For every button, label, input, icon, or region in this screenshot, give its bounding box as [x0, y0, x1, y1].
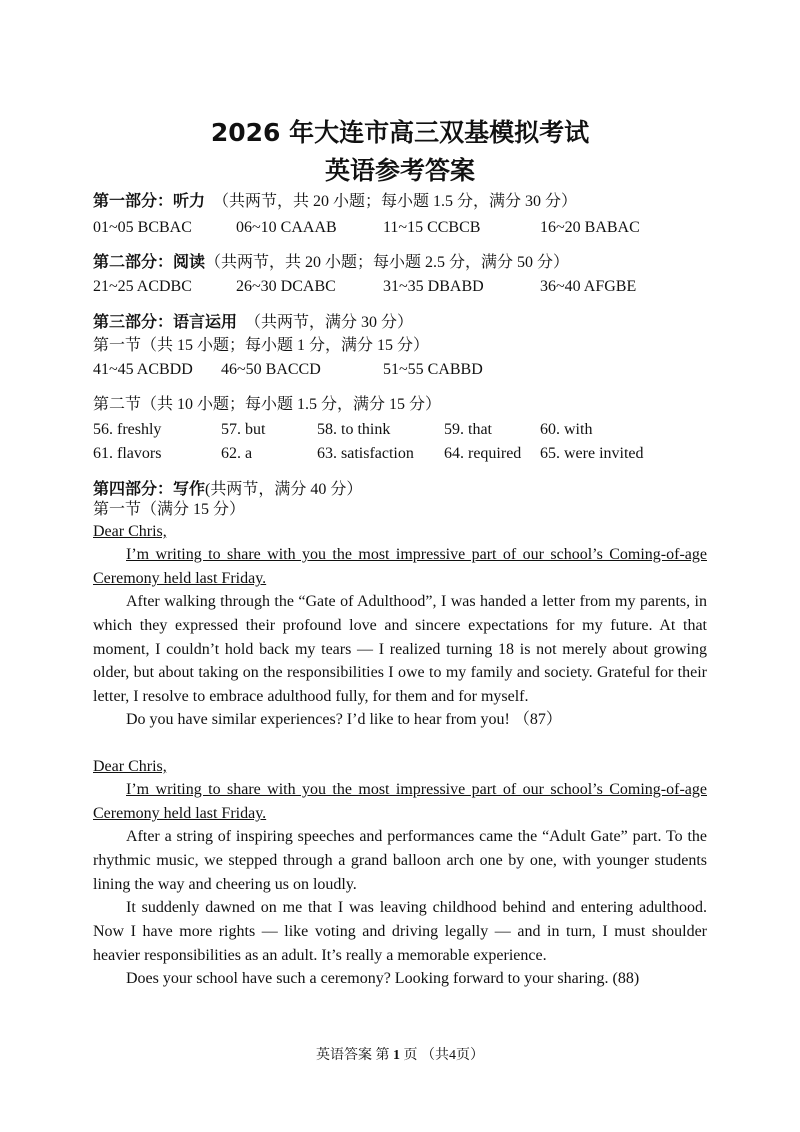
essay1-intro: I’m writing to share with you the most impressive part of our school’s Coming-of-age Ceremony held last Friday. — [93, 546, 707, 587]
fill-blank-answer: 64. required — [444, 445, 522, 462]
answer-group: 41~45 ACBDD — [93, 361, 193, 378]
part4-section1-heading: 第一节（满分 15 分） — [93, 501, 246, 518]
essay2-paragraph-2: It suddenly dawned on me that I was leaving childhood behind and entering adulthood. Now I have more rights — like voting and driving legally — and in turn, I must shoulder heavier responsibilities as an adult. It’s really a memorable experience. — [93, 899, 707, 964]
answer-group: 36~40 AFGBE — [540, 278, 637, 295]
part4-title: 第四部分：写作 — [93, 479, 206, 498]
answer-group: 16~20 BABAC — [540, 219, 640, 236]
part1-note: （共两节，共 20 小题；每小题 1.5 分，满分 30 分） — [213, 193, 578, 210]
answer-group: 21~25 ACDBC — [93, 278, 192, 295]
part3-section2-heading: 第二节（共 10 小题；每小题 1.5 分，满分 15 分） — [93, 396, 442, 413]
answer-group: 26~30 DCABC — [236, 278, 336, 295]
essay2-intro: I’m writing to share with you the most impressive part of our school’s Coming-of-age Ceremony held last Friday. — [93, 781, 707, 822]
essay2-greeting: Dear Chris, — [93, 758, 167, 775]
exam-subtitle: 英语参考答案 — [324, 156, 475, 185]
fill-blank-answer: 57. but — [221, 421, 266, 438]
part1-title: 第一部分：听力 — [93, 191, 206, 210]
exam-title: 2026 年大连市高三双基模拟考试 — [210, 118, 590, 147]
fill-blank-answer: 62. a — [221, 445, 253, 462]
fill-blank-answer: 58. to think — [317, 421, 391, 438]
fill-blank-answer: 59. that — [444, 421, 492, 438]
footer-prefix: 英语答案 第 — [316, 1048, 390, 1063]
part4-heading — [93, 479, 362, 500]
page-footer — [0, 1044, 800, 1064]
part2-heading — [93, 252, 569, 273]
answer-group: 11~15 CCBCB — [383, 219, 481, 236]
essay2-paragraph-1: After a string of inspiring speeches and performances came the “Adult Gate” part. To the rhythmic music, we stepped through a grand balloon arch one by one, with younger students lining the way and cheering us on loudly. — [93, 828, 707, 893]
answer-group: 06~10 CAAAB — [236, 219, 337, 236]
essay1-paragraph-2: Do you have similar experiences? I’d like to hear from you! （87） — [126, 711, 562, 728]
fill-blank-answer: 56. freshly — [93, 421, 162, 438]
part3-section1-heading: 第一节（共 15 小题；每小题 1 分，满分 15 分） — [93, 337, 430, 354]
footer-page-number: 1 — [393, 1048, 400, 1063]
answer-group: 31~35 DBABD — [383, 278, 484, 295]
essay1-paragraph-1: After walking through the “Gate of Adulthood”, I was handed a letter from my parents, in which they expressed their profound love and sincere expectations for my future. At that moment, I couldn’t hold back my tears — I realized turning 18 is not merely about growing older, but about taking on the responsibilities I owe to my family and society. Grateful for their letter, I resolve to embrace adulthood fully, for them and for myself. — [93, 593, 707, 706]
part2-note: （共两节，共 20 小题；每小题 2.5 分，满分 50 分） — [205, 254, 570, 271]
fill-blank-answer: 60. with — [540, 421, 593, 438]
fill-blank-answer: 65. were invited — [540, 445, 644, 462]
essay1-greeting: Dear Chris, — [93, 523, 167, 540]
essay2-paragraph-3: Does your school have such a ceremony? Looking forward to your sharing. (88) — [126, 970, 640, 987]
part3-title: 第三部分：语言运用 — [93, 312, 238, 331]
answer-group: 51~55 CABBD — [383, 361, 483, 378]
part4-note: (共两节，满分 40 分） — [205, 481, 363, 498]
part3-heading — [93, 312, 413, 333]
part2-title: 第二部分：阅读 — [93, 252, 206, 271]
part3-note: （共两节，满分 30 分） — [245, 314, 414, 331]
fill-blank-answer: 61. flavors — [93, 445, 162, 462]
answer-group: 46~50 BACCD — [221, 361, 321, 378]
fill-blank-answer: 63. satisfaction — [317, 445, 414, 462]
part1-heading — [93, 191, 577, 212]
footer-suffix: 页 （共4页） — [403, 1048, 484, 1063]
answer-group: 01~05 BCBAC — [93, 219, 192, 236]
